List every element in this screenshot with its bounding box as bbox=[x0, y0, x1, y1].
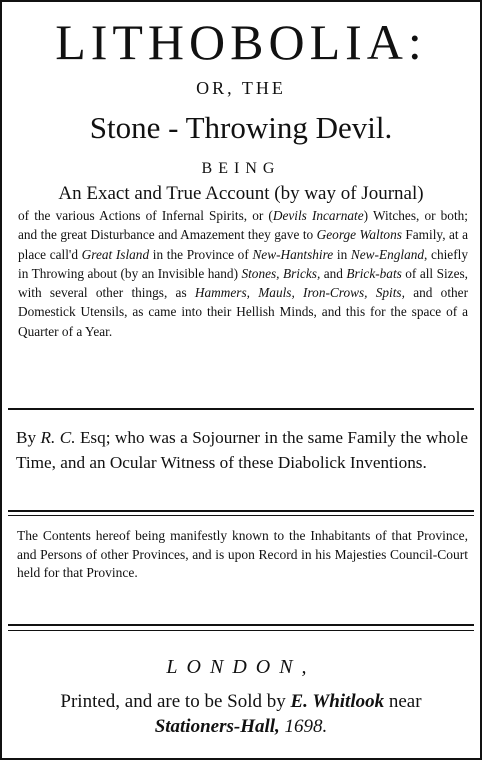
description-paragraph bbox=[18, 206, 468, 341]
imprint-text: near bbox=[384, 691, 422, 712]
or-the: OR, THE bbox=[196, 78, 286, 98]
printer-name: E. Whitlook bbox=[290, 691, 385, 712]
desc-italic: Stones, Bricks, bbox=[241, 265, 321, 281]
desc-italic: Brick-bats bbox=[346, 265, 402, 281]
being-label: BEING bbox=[201, 160, 281, 177]
divider-rule bbox=[8, 408, 474, 410]
desc-text: and other Domestick Utensils, as came into their Hellish Minds, and this for the space of a Quarter of a Year. bbox=[18, 285, 468, 339]
divider-rule bbox=[8, 624, 474, 626]
contents-paragraph: The Contents hereof being manifestly known to the Inhabitants of that Province, and Persons of other Provinces, and is upon Record in his Majesties Council-Court held for that Province. bbox=[17, 528, 468, 581]
imprint-place: Stationers-Hall, bbox=[154, 716, 280, 737]
divider-rule bbox=[8, 630, 474, 631]
desc-italic: Hammers, Mauls, Iron-Crows, Spits, bbox=[194, 285, 405, 301]
author-rest: Esq; who was a Sojourner in the same Family the whole Time, and an Ocular Witness of these Diabolick Inventions. bbox=[16, 428, 468, 472]
imprint-city: LONDON, bbox=[166, 656, 316, 678]
imprint-year: 1698. bbox=[279, 716, 328, 737]
author-name: R. C. bbox=[40, 428, 76, 447]
desc-text: and bbox=[320, 265, 347, 281]
desc-text: in the Province of bbox=[149, 246, 253, 262]
desc-italic: New-Hantshire bbox=[252, 246, 334, 262]
desc-text: ) Witches, or both; and the great Disturbance and Amazement they gave to bbox=[18, 208, 468, 243]
desc-italic: George Waltons bbox=[316, 227, 402, 243]
desc-italic: Great Island bbox=[81, 246, 150, 262]
imprint-paragraph bbox=[12, 689, 470, 739]
desc-italic: New-England bbox=[350, 246, 425, 262]
desc-text: Family, at a place call'd bbox=[18, 227, 468, 262]
author-paragraph bbox=[16, 426, 468, 475]
divider-rule bbox=[8, 510, 474, 512]
main-title: LITHOBOLIA: bbox=[55, 14, 427, 70]
author-by: By bbox=[16, 428, 41, 447]
desc-text: of all Sizes, with several other things, as bbox=[18, 265, 468, 301]
imprint-text: Printed, and are to be Sold by bbox=[60, 691, 291, 712]
desc-text: of the various Actions of Infernal Spirits, or ( bbox=[18, 208, 273, 223]
divider-rule bbox=[8, 515, 474, 516]
desc-text: in bbox=[333, 246, 351, 262]
subtitle: Stone - Throwing Devil. bbox=[89, 110, 393, 145]
desc-text: , chiefly in Throwing about (by an Invisible hand) bbox=[18, 246, 468, 281]
desc-italic: Devils Incarnate bbox=[272, 208, 364, 223]
account-heading: An Exact and True Account (by way of Journal) bbox=[58, 183, 424, 204]
